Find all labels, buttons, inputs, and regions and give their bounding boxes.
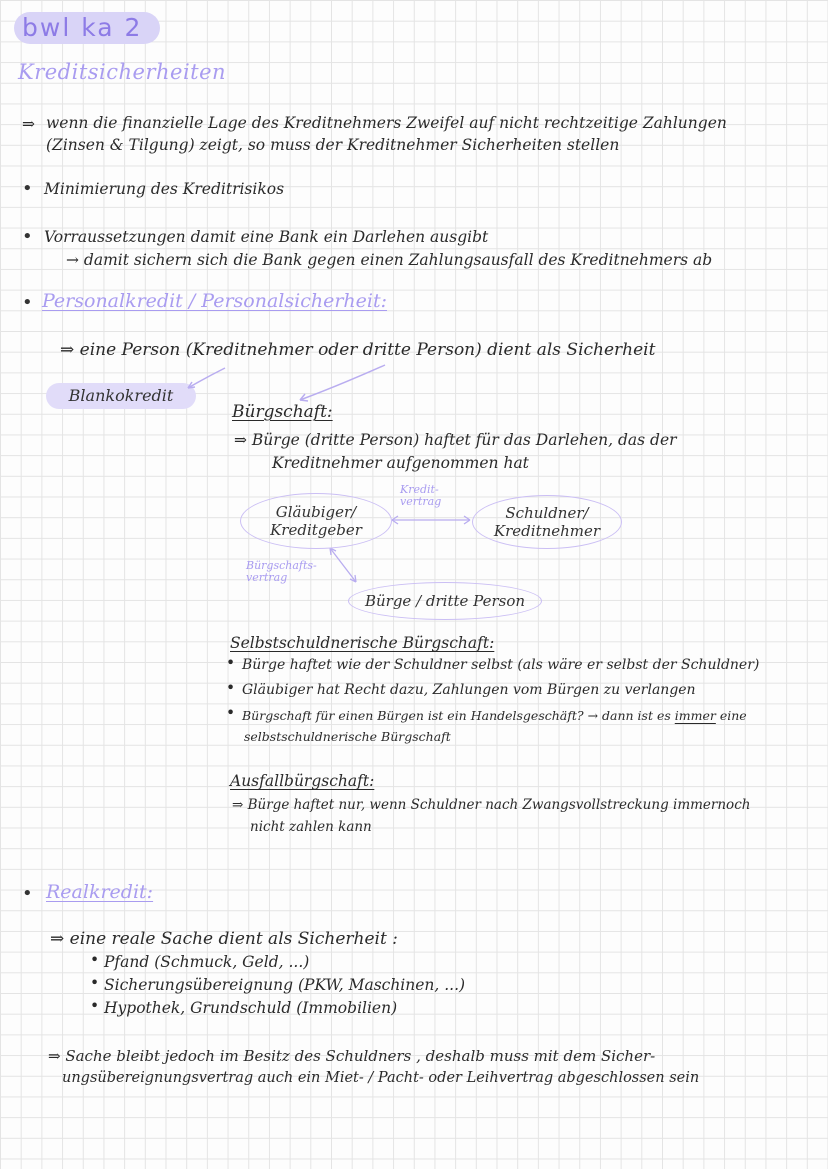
buerge-label: Bürge / dritte Person — [364, 592, 526, 610]
bullet-dot: • — [22, 883, 33, 904]
selbstschuldnerisch-item-3-cont: selbstschuldnerische Bürgschaft — [244, 729, 451, 744]
bullet-text: Minimierung des Kreditrisikos — [44, 180, 285, 198]
selbstschuldnerisch-item-3: Bürgschaft für einen Bürgen ist ein Handelsgeschäft? → dann ist es immer eine — [242, 708, 747, 723]
buergschaftsvertrag-label: Bürgschafts- vertrag — [246, 559, 317, 584]
intro-line-1: wenn die finanzielle Lage des Kreditnehmers Zweifel auf nicht rechtzeitige Zahlungen — [46, 114, 727, 132]
bullet-dot: • — [226, 704, 236, 722]
page-title: bwl ka 2 — [14, 12, 160, 44]
bullet-dot: • — [90, 951, 100, 969]
bullet-subtext: → damit sichern sich die Bank gegen einen Zahlungsausfall des Kreditnehmers ab — [66, 251, 713, 269]
section-heading-personal: Personalkredit / Personalsicherheit: — [42, 290, 387, 312]
bullet-dot: • — [22, 292, 33, 313]
glaeubiger-ellipse — [240, 493, 392, 549]
buergschaft-line-2: Kreditnehmer aufgenommen hat — [272, 454, 529, 472]
buergschaft-title: Bürgschaft: — [232, 402, 333, 422]
glaeubiger-label-1: Gläubiger/ — [275, 503, 357, 521]
section-heading-real: Realkredit: — [46, 881, 154, 903]
arrow-to-buergschaft — [300, 365, 385, 400]
ausfall-line-1: ⇒ Bürge haftet nur, wenn Schuldner nach Zwangsvollstreckung immernoch — [232, 797, 751, 813]
schuldner-label-2: Kreditnehmer — [493, 522, 601, 540]
real-item-3: Hypothek, Grundschuld (Immobilien) — [104, 999, 398, 1017]
schuldner-label-1: Schuldner/ — [505, 504, 589, 522]
immer-emphasis: immer — [674, 708, 716, 723]
personal-definition: ⇒ eine Person (Kreditnehmer oder dritte Person) dient als Sicherheit — [60, 340, 656, 360]
buergschaftsvertrag-arrow — [330, 548, 356, 582]
buerge-ellipse — [348, 582, 542, 620]
real-definition: ⇒ eine reale Sache dient als Sicherheit : — [50, 929, 398, 949]
selbstschuldnerisch-item-2: Gläubiger hat Recht dazu, Zahlungen vom Bürgen zu verlangen — [242, 682, 696, 698]
real-item-1: Pfand (Schmuck, Geld, ...) — [104, 953, 310, 971]
page-subtitle: Kreditsicherheiten — [18, 60, 227, 84]
bullet-dot: • — [22, 226, 33, 247]
bullet-dot: • — [226, 679, 236, 697]
arrow-to-blanko — [188, 368, 225, 388]
real-item-2: Sicherungsübereignung (PKW, Maschinen, ...) — [104, 976, 466, 994]
glaeubiger-label-2: Kreditgeber — [270, 521, 362, 539]
intro-arrow: ⇒ — [22, 115, 35, 133]
intro-line-2: (Zinsen & Tilgung) zeigt, so muss der Kreditnehmer Sicherheiten stellen — [46, 136, 620, 154]
bullet-dot: • — [90, 997, 100, 1015]
bullet-dot: • — [90, 974, 100, 992]
blankokredit-badge: Blankokredit — [46, 383, 196, 409]
selbstschuldnerisch-title: Selbstschuldnerische Bürgschaft: — [230, 634, 495, 652]
buergschaft-line-1: ⇒ Bürge (dritte Person) haftet für das Darlehen, das der — [234, 431, 677, 449]
selbstschuldnerisch-item-1: Bürge haftet wie der Schuldner selbst (als wäre er selbst der Schuldner) — [242, 657, 760, 673]
real-note-line-1: ⇒ Sache bleibt jedoch im Besitz des Schuldners , deshalb muss mit dem Sicher- — [48, 1047, 656, 1065]
ausfall-line-2: nicht zahlen kann — [250, 819, 372, 835]
schuldner-ellipse — [472, 495, 622, 549]
kreditvertrag-label: Kredit- vertrag — [400, 483, 442, 508]
real-note-line-2: ungsübereignungsvertrag auch ein Miet- / Pacht- oder Leihvertrag abgeschlossen sein — [62, 1070, 700, 1086]
bullet-text: Vorraussetzungen damit eine Bank ein Darlehen ausgibt — [44, 228, 489, 246]
ausfall-title: Ausfallbürgschaft: — [230, 772, 375, 790]
bullet-dot: • — [22, 178, 33, 199]
bullet-dot: • — [226, 654, 236, 672]
